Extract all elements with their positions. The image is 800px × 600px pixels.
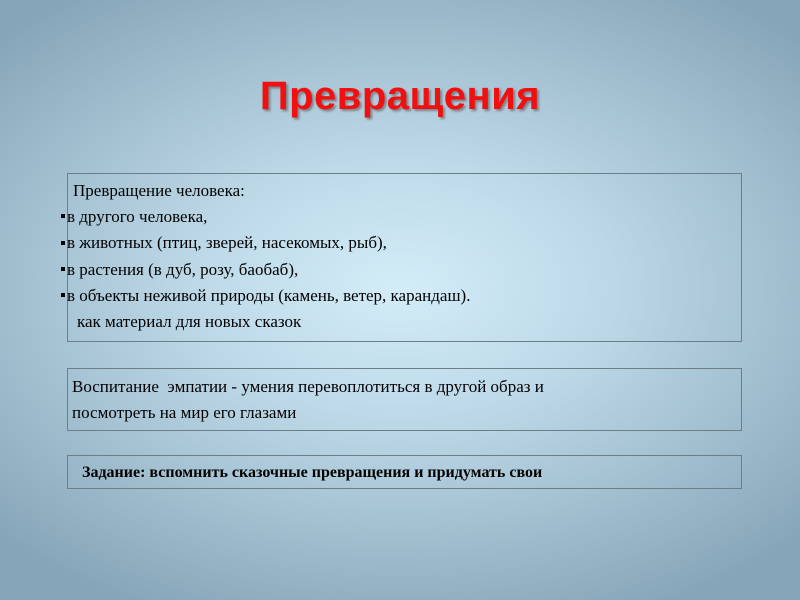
bullet-icon: [61, 267, 65, 271]
empathy-line-1: Воспитание эмпатии - умения перевоплотиться в другой образ и: [72, 377, 544, 396]
list-item-text: в растения (в дуб, розу, баобаб),: [67, 259, 299, 279]
list-item: [61, 283, 737, 309]
empathy-line-2: посмотреть на мир его глазами: [72, 403, 297, 422]
list-item-text: в другого человека,: [67, 207, 208, 227]
list-item: [61, 230, 737, 256]
list-item: [61, 204, 737, 230]
list-item-text: в животных (птиц, зверей, насекомых, рыб),: [67, 233, 387, 253]
transformations-intro: Превращение человека:: [73, 181, 245, 200]
transformations-list: [61, 204, 737, 309]
task-text: Задание: вспомнить сказочные превращения и придумать свои: [82, 464, 543, 481]
list-item-text: в объекты неживой природы (камень, ветер, карандаш).: [67, 285, 471, 305]
bullet-icon: [61, 241, 65, 245]
list-item: [61, 257, 737, 283]
transformations-outro: как материал для новых сказок: [77, 312, 302, 332]
transformations-box: [67, 173, 742, 342]
bullet-icon: [61, 293, 65, 297]
task-box: [67, 455, 742, 489]
bullet-icon: [61, 214, 65, 218]
slide-title: Превращения: [259, 74, 541, 118]
empathy-box: [67, 368, 742, 431]
